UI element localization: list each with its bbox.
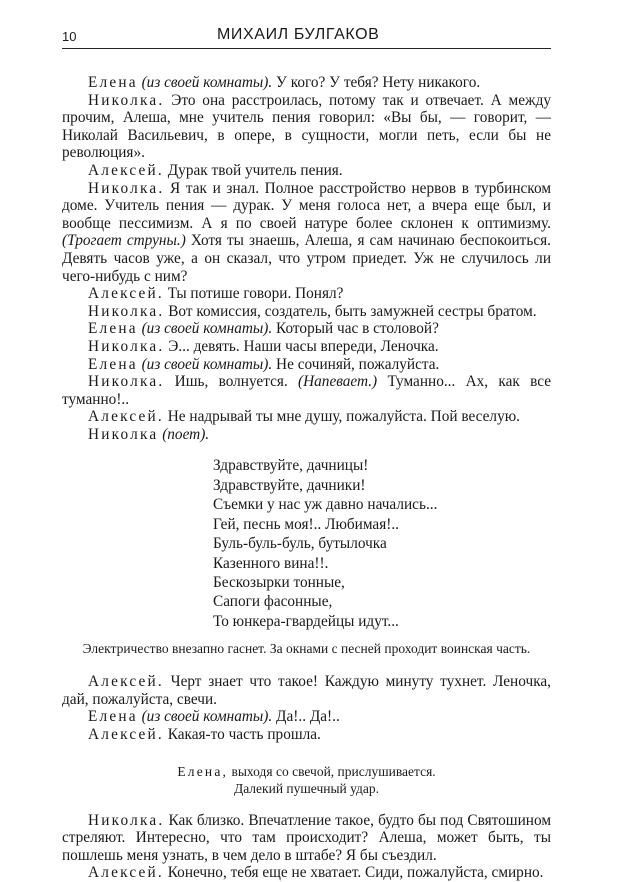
stage-note (62, 763, 551, 797)
speech: Э... девять. Наши часы впереди, Леночка. (168, 337, 439, 355)
stage-direction: (Напевает.) (298, 373, 378, 391)
dialogue-line (62, 180, 551, 286)
verse-line: Здравствуйте, дачники! (213, 476, 366, 494)
dialogue-line (62, 285, 551, 303)
speaker-name: Николка. (88, 91, 165, 109)
speaker-name: Николка. (88, 302, 165, 320)
speaker-name: Елена (88, 320, 138, 338)
speech: Не сочиняй, пожалуйста. (276, 355, 440, 373)
page-number: 10 (62, 29, 77, 44)
dialogue-line (62, 426, 551, 444)
dialogue-line (62, 864, 551, 882)
stage-direction: (Трогает струны.) (62, 232, 186, 250)
stage-text: выходя со свечой, прислушивается. (231, 763, 436, 779)
speech: Который час в столовой? (276, 320, 439, 338)
stage-direction: (из своей комнаты). (141, 355, 273, 373)
stage-direction: (из своей комнаты). (141, 708, 273, 726)
speech: Вот комиссия, создатель, быть замужней сестры братом. (168, 302, 537, 320)
speech: Это она расстроилась, потому так и отвечает. А между прочим, Алеша, мне учитель пения говорил: «Вы бы, — говорит, — Николай Васильевич, в опере, в сущности, могли петь, если бы не революция». (62, 91, 552, 162)
speaker-name: Алексей. (88, 673, 164, 691)
stage-note: Электричество внезапно гаснет. За окнами с песней проходит воинская часть. (82, 641, 531, 657)
speaker-name: Алексей. (88, 161, 164, 179)
speech: Конечно, тебя еще не хватает. Сиди, пожалуйста, смирно. (167, 864, 544, 882)
verse-line: Съемки у нас уж давно начались... (213, 496, 438, 514)
verse-line: Сапоги фасонные, (213, 593, 333, 611)
dialogue-line (62, 673, 551, 708)
dialogue-line (62, 356, 551, 374)
dialogue-line (62, 812, 551, 865)
verse-line: Здравствуйте, дачницы! (213, 457, 369, 475)
speech: Туманно... Ах, как все туманно!.. (62, 373, 551, 408)
dialogue-line (62, 373, 551, 408)
speech: Хотя ты знаешь, Алеша, я сам начинаю беспокоиться. Девять часов уже, а он сказал, что утром приедет. Уж не случилось ли чего-нибудь с ним? (62, 232, 551, 285)
dialogue-line (62, 92, 551, 162)
stage-direction: (из своей комнаты). (141, 320, 273, 338)
speaker-name: Николка. (88, 337, 165, 355)
dialogue-line (62, 320, 551, 338)
speaker-name: Алексей. (88, 725, 164, 743)
speaker-name: Алексей. (88, 408, 164, 426)
speech: Как близко. Впечатление такое, будто бы под Святошином стреляют. Интересно, что там происходит? Алеша, может быть, ты пошлешь меня узнать, в чем дело в штабе? Я бы съездил. (62, 811, 551, 864)
stage-note-line: Далекий пушечный удар. (233, 780, 380, 796)
verse-line: Бескозырки тонные, (213, 573, 345, 591)
speaker-name: Елена (88, 355, 138, 373)
speaker-name: Николка. (88, 179, 165, 197)
dialogue-line (62, 303, 551, 321)
verse-line: То юнкера-гвардейцы идут... (213, 612, 399, 630)
page-body (62, 74, 551, 882)
dialogue-line (62, 162, 551, 180)
speech: Черт знает что такое! Каждую минуту тухнет. Леночка, дай, пожалуйста, свечи. (62, 673, 552, 708)
verse-line: Гей, песнь моя!.. Любимая!.. (213, 515, 399, 533)
dialogue-line (62, 726, 551, 744)
dialogue-line (62, 74, 551, 92)
stage-direction: (из своей комнаты). (141, 74, 273, 91)
stage-direction: (поет). (162, 425, 210, 443)
page-header (62, 26, 551, 49)
speech: Ты потише говори. Понял? (167, 285, 344, 303)
stage-note-line (62, 763, 551, 780)
dialogue-line (62, 408, 551, 426)
speaker-name: Николка (88, 425, 159, 443)
dialogue-line (62, 338, 551, 356)
running-title: МИХАИЛ БУЛГАКОВ (217, 26, 380, 43)
speech: Да!.. Да!.. (276, 708, 340, 726)
verse-line: Казенного вина!!. (213, 554, 329, 572)
speech: Какая-то часть прошла. (167, 725, 321, 743)
speaker-name: Елена (88, 708, 138, 726)
dialogue-line (62, 708, 551, 726)
speech: Я так и знал. Полное расстройство нервов в турбинском доме. Учитель пения — дурак. У меня голоса нет, а вчера еще был, и вообще пессимизм. А я по своей натуре более склонен к оптимизму. (62, 179, 551, 232)
speech: Дурак твой учитель пения. (167, 161, 343, 179)
song-verse (213, 456, 551, 631)
speaker-name: Алексей. (88, 285, 164, 303)
speaker-name: Елена (88, 74, 138, 91)
speaker-name: Николка. (88, 811, 165, 829)
speaker-name: Алексей. (88, 864, 164, 882)
verse-line: Буль-буль-буль, бутылочка (213, 535, 387, 553)
speech: Не надрывай ты мне душу, пожалуйста. Пой веселую. (167, 408, 520, 426)
speaker-name: Елена, (177, 763, 229, 779)
speech: У кого? У тебя? Нету никакого. (276, 74, 481, 91)
speech: Ишь, волнуется. (174, 373, 288, 391)
speaker-name: Николка. (88, 373, 165, 391)
